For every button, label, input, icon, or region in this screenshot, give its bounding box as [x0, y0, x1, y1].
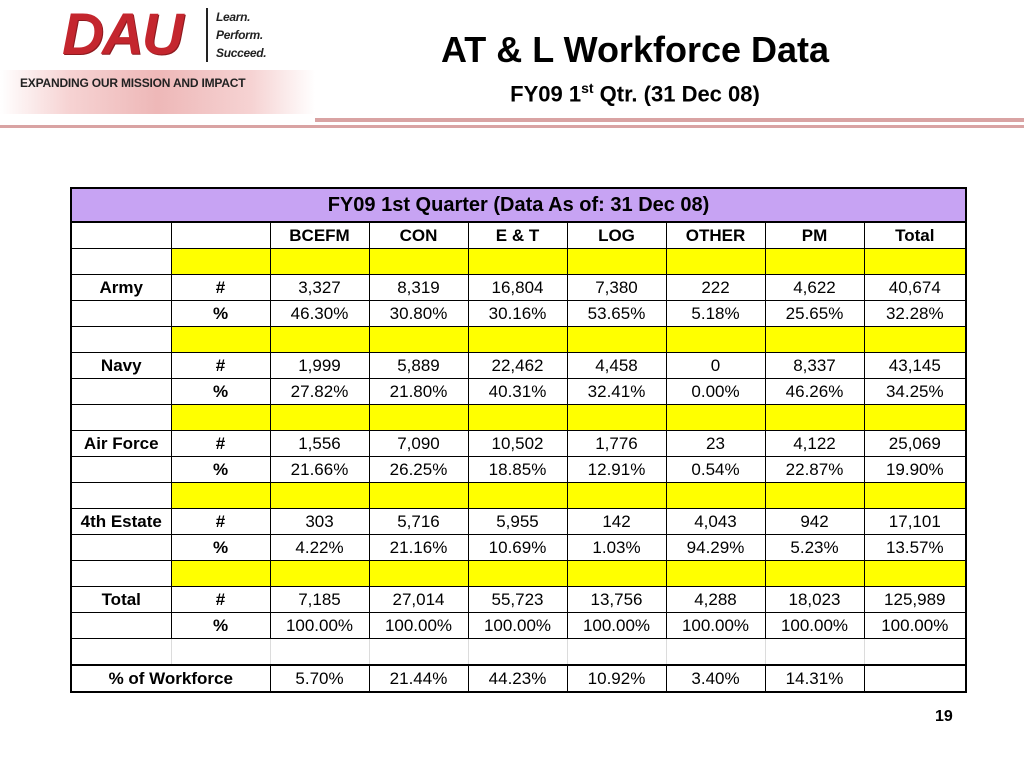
count-cell: 17,101: [864, 509, 966, 535]
workforce-value: 3.40%: [666, 665, 765, 692]
count-cell: 4,043: [666, 509, 765, 535]
row-metric-label: %: [171, 457, 270, 483]
table-row: [71, 275, 966, 301]
percent-cell: 46.26%: [765, 379, 864, 405]
spacer-cell: [765, 327, 864, 353]
table-row: [71, 535, 966, 561]
subtitle-prefix: FY09 1: [510, 81, 582, 107]
percent-cell: 12.91%: [567, 457, 666, 483]
percent-cell: 1.03%: [567, 535, 666, 561]
spacer-cell: [666, 405, 765, 431]
count-cell: 55,723: [468, 587, 567, 613]
workforce-row: [71, 665, 966, 692]
percent-cell: 0.54%: [666, 457, 765, 483]
percent-cell: 32.41%: [567, 379, 666, 405]
spacer-row: [71, 249, 966, 275]
count-cell: 1,556: [270, 431, 369, 457]
logo-mission: EXPANDING OUR MISSION AND IMPACT: [20, 76, 246, 90]
percent-cell: 100.00%: [765, 613, 864, 639]
spacer-cell: [171, 327, 270, 353]
table-row: [71, 587, 966, 613]
column-header: BCEFM: [270, 222, 369, 249]
count-cell: 43,145: [864, 353, 966, 379]
subtitle-superscript: st: [581, 80, 594, 96]
column-header: CON: [369, 222, 468, 249]
percent-cell: 25.65%: [765, 301, 864, 327]
percent-cell: 4.22%: [270, 535, 369, 561]
count-cell: 1,999: [270, 353, 369, 379]
spacer-row: [71, 561, 966, 587]
percent-cell: 100.00%: [270, 613, 369, 639]
count-cell: 25,069: [864, 431, 966, 457]
row-metric-label: #: [171, 275, 270, 301]
row-metric-label: #: [171, 587, 270, 613]
gap-row: [71, 639, 966, 666]
row-metric-label: #: [171, 353, 270, 379]
table-row: [71, 613, 966, 639]
count-cell: 222: [666, 275, 765, 301]
row-metric-label: %: [171, 613, 270, 639]
percent-cell: 18.85%: [468, 457, 567, 483]
row-group-label-empty: [71, 301, 171, 327]
spacer-cell: [270, 405, 369, 431]
spacer-cell: [270, 483, 369, 509]
table-caption-row: [71, 188, 966, 222]
workforce-value: [864, 665, 966, 692]
spacer-cell: [567, 249, 666, 275]
count-cell: 4,622: [765, 275, 864, 301]
percent-cell: 100.00%: [369, 613, 468, 639]
spacer-cell: [468, 327, 567, 353]
gap-cell: [171, 639, 270, 666]
percent-cell: 19.90%: [864, 457, 966, 483]
percent-cell: 30.80%: [369, 301, 468, 327]
table-row: [71, 509, 966, 535]
percent-cell: 94.29%: [666, 535, 765, 561]
spacer-cell: [71, 405, 171, 431]
gap-cell: [567, 639, 666, 666]
percent-cell: 21.16%: [369, 535, 468, 561]
workforce-value: 10.92%: [567, 665, 666, 692]
header-rule-bottom: [0, 125, 1024, 128]
table-row: [71, 301, 966, 327]
workforce-value: 5.70%: [270, 665, 369, 692]
spacer-cell: [468, 405, 567, 431]
gap-cell: [71, 639, 171, 666]
column-header: OTHER: [666, 222, 765, 249]
spacer-cell: [171, 561, 270, 587]
count-cell: 0: [666, 353, 765, 379]
spacer-cell: [171, 483, 270, 509]
spacer-cell: [864, 249, 966, 275]
table-row: [71, 431, 966, 457]
spacer-cell: [71, 327, 171, 353]
percent-cell: 40.31%: [468, 379, 567, 405]
percent-cell: 100.00%: [567, 613, 666, 639]
count-cell: 7,185: [270, 587, 369, 613]
gap-cell: [270, 639, 369, 666]
count-cell: 27,014: [369, 587, 468, 613]
spacer-cell: [567, 483, 666, 509]
percent-cell: 22.87%: [765, 457, 864, 483]
percent-cell: 34.25%: [864, 379, 966, 405]
spacer-cell: [567, 405, 666, 431]
percent-cell: 21.80%: [369, 379, 468, 405]
spacer-cell: [864, 327, 966, 353]
spacer-cell: [468, 561, 567, 587]
spacer-cell: [71, 249, 171, 275]
row-group-label: Air Force: [71, 431, 171, 457]
spacer-cell: [666, 483, 765, 509]
count-cell: 5,716: [369, 509, 468, 535]
row-group-label-empty: [71, 535, 171, 561]
count-cell: 5,955: [468, 509, 567, 535]
percent-cell: 100.00%: [468, 613, 567, 639]
spacer-cell: [567, 561, 666, 587]
spacer-cell: [171, 249, 270, 275]
gap-cell: [369, 639, 468, 666]
spacer-cell: [369, 561, 468, 587]
count-cell: 13,756: [567, 587, 666, 613]
spacer-cell: [171, 405, 270, 431]
count-cell: 16,804: [468, 275, 567, 301]
count-cell: 8,319: [369, 275, 468, 301]
row-group-label: 4th Estate: [71, 509, 171, 535]
page-title: AT & L Workforce Data: [440, 29, 830, 70]
count-cell: 4,122: [765, 431, 864, 457]
row-group-label: Navy: [71, 353, 171, 379]
spacer-cell: [369, 405, 468, 431]
spacer-cell: [666, 327, 765, 353]
column-header-row: [71, 222, 966, 249]
spacer-cell: [864, 561, 966, 587]
percent-cell: 100.00%: [666, 613, 765, 639]
table-row: [71, 457, 966, 483]
count-cell: 125,989: [864, 587, 966, 613]
spacer-cell: [369, 327, 468, 353]
percent-cell: 5.18%: [666, 301, 765, 327]
count-cell: 23: [666, 431, 765, 457]
gap-cell: [666, 639, 765, 666]
spacer-cell: [71, 483, 171, 509]
spacer-cell: [765, 249, 864, 275]
row-group-label-empty: [71, 613, 171, 639]
count-cell: 18,023: [765, 587, 864, 613]
spacer-cell: [468, 249, 567, 275]
spacer-cell: [369, 483, 468, 509]
percent-cell: 27.82%: [270, 379, 369, 405]
header-rule-top: [315, 118, 1024, 122]
count-cell: 8,337: [765, 353, 864, 379]
column-header: E & T: [468, 222, 567, 249]
column-header: PM: [765, 222, 864, 249]
percent-cell: 26.25%: [369, 457, 468, 483]
spacer-row: [71, 327, 966, 353]
table-row: [71, 379, 966, 405]
spacer-cell: [864, 405, 966, 431]
count-cell: 1,776: [567, 431, 666, 457]
row-metric-label: #: [171, 509, 270, 535]
spacer-cell: [369, 249, 468, 275]
workforce-value: 21.44%: [369, 665, 468, 692]
count-cell: 942: [765, 509, 864, 535]
row-group-label: Army: [71, 275, 171, 301]
percent-cell: 32.28%: [864, 301, 966, 327]
spacer-cell: [270, 249, 369, 275]
table-caption: FY09 1st Quarter (Data As of: 31 Dec 08): [71, 188, 966, 222]
count-cell: 303: [270, 509, 369, 535]
count-cell: 3,327: [270, 275, 369, 301]
spacer-row: [71, 483, 966, 509]
page-number: 19: [935, 708, 953, 725]
count-cell: 142: [567, 509, 666, 535]
row-group-label-empty: [71, 457, 171, 483]
spacer-cell: [666, 249, 765, 275]
spacer-cell: [270, 561, 369, 587]
workforce-label: % of Workforce: [71, 665, 270, 692]
logo-brand: DAU: [62, 2, 182, 67]
count-cell: 40,674: [864, 275, 966, 301]
gap-cell: [468, 639, 567, 666]
count-cell: 10,502: [468, 431, 567, 457]
row-metric-label: %: [171, 535, 270, 561]
percent-cell: 53.65%: [567, 301, 666, 327]
workforce-table: [70, 187, 967, 693]
workforce-value: 14.31%: [765, 665, 864, 692]
spacer-cell: [765, 483, 864, 509]
spacer-cell: [71, 561, 171, 587]
count-cell: 22,462: [468, 353, 567, 379]
percent-cell: 30.16%: [468, 301, 567, 327]
count-cell: 4,288: [666, 587, 765, 613]
logo-tagline: Learn. Perform. Succeed.: [216, 10, 267, 60]
workforce-value: 44.23%: [468, 665, 567, 692]
row-group-label: Total: [71, 587, 171, 613]
page-subtitle: [380, 73, 890, 109]
row-metric-label: %: [171, 379, 270, 405]
percent-cell: 10.69%: [468, 535, 567, 561]
spacer-cell: [765, 561, 864, 587]
spacer-cell: [270, 327, 369, 353]
percent-cell: 21.66%: [270, 457, 369, 483]
count-cell: 4,458: [567, 353, 666, 379]
count-cell: 7,090: [369, 431, 468, 457]
count-cell: 7,380: [567, 275, 666, 301]
row-metric-label: %: [171, 301, 270, 327]
gap-cell: [864, 639, 966, 666]
spacer-cell: [468, 483, 567, 509]
column-header-empty: [171, 222, 270, 249]
spacer-cell: [765, 405, 864, 431]
column-header: Total: [864, 222, 966, 249]
percent-cell: 46.30%: [270, 301, 369, 327]
spacer-row: [71, 405, 966, 431]
column-header: LOG: [567, 222, 666, 249]
gap-cell: [765, 639, 864, 666]
dau-logo: [0, 0, 315, 118]
column-header-empty: [71, 222, 171, 249]
logo-divider: [206, 8, 208, 62]
percent-cell: 5.23%: [765, 535, 864, 561]
subtitle-suffix: Qtr. (31 Dec 08): [593, 81, 760, 107]
spacer-cell: [864, 483, 966, 509]
percent-cell: 0.00%: [666, 379, 765, 405]
table-row: [71, 353, 966, 379]
percent-cell: 13.57%: [864, 535, 966, 561]
spacer-cell: [666, 561, 765, 587]
row-group-label-empty: [71, 379, 171, 405]
percent-cell: 100.00%: [864, 613, 966, 639]
row-metric-label: #: [171, 431, 270, 457]
spacer-cell: [567, 327, 666, 353]
count-cell: 5,889: [369, 353, 468, 379]
